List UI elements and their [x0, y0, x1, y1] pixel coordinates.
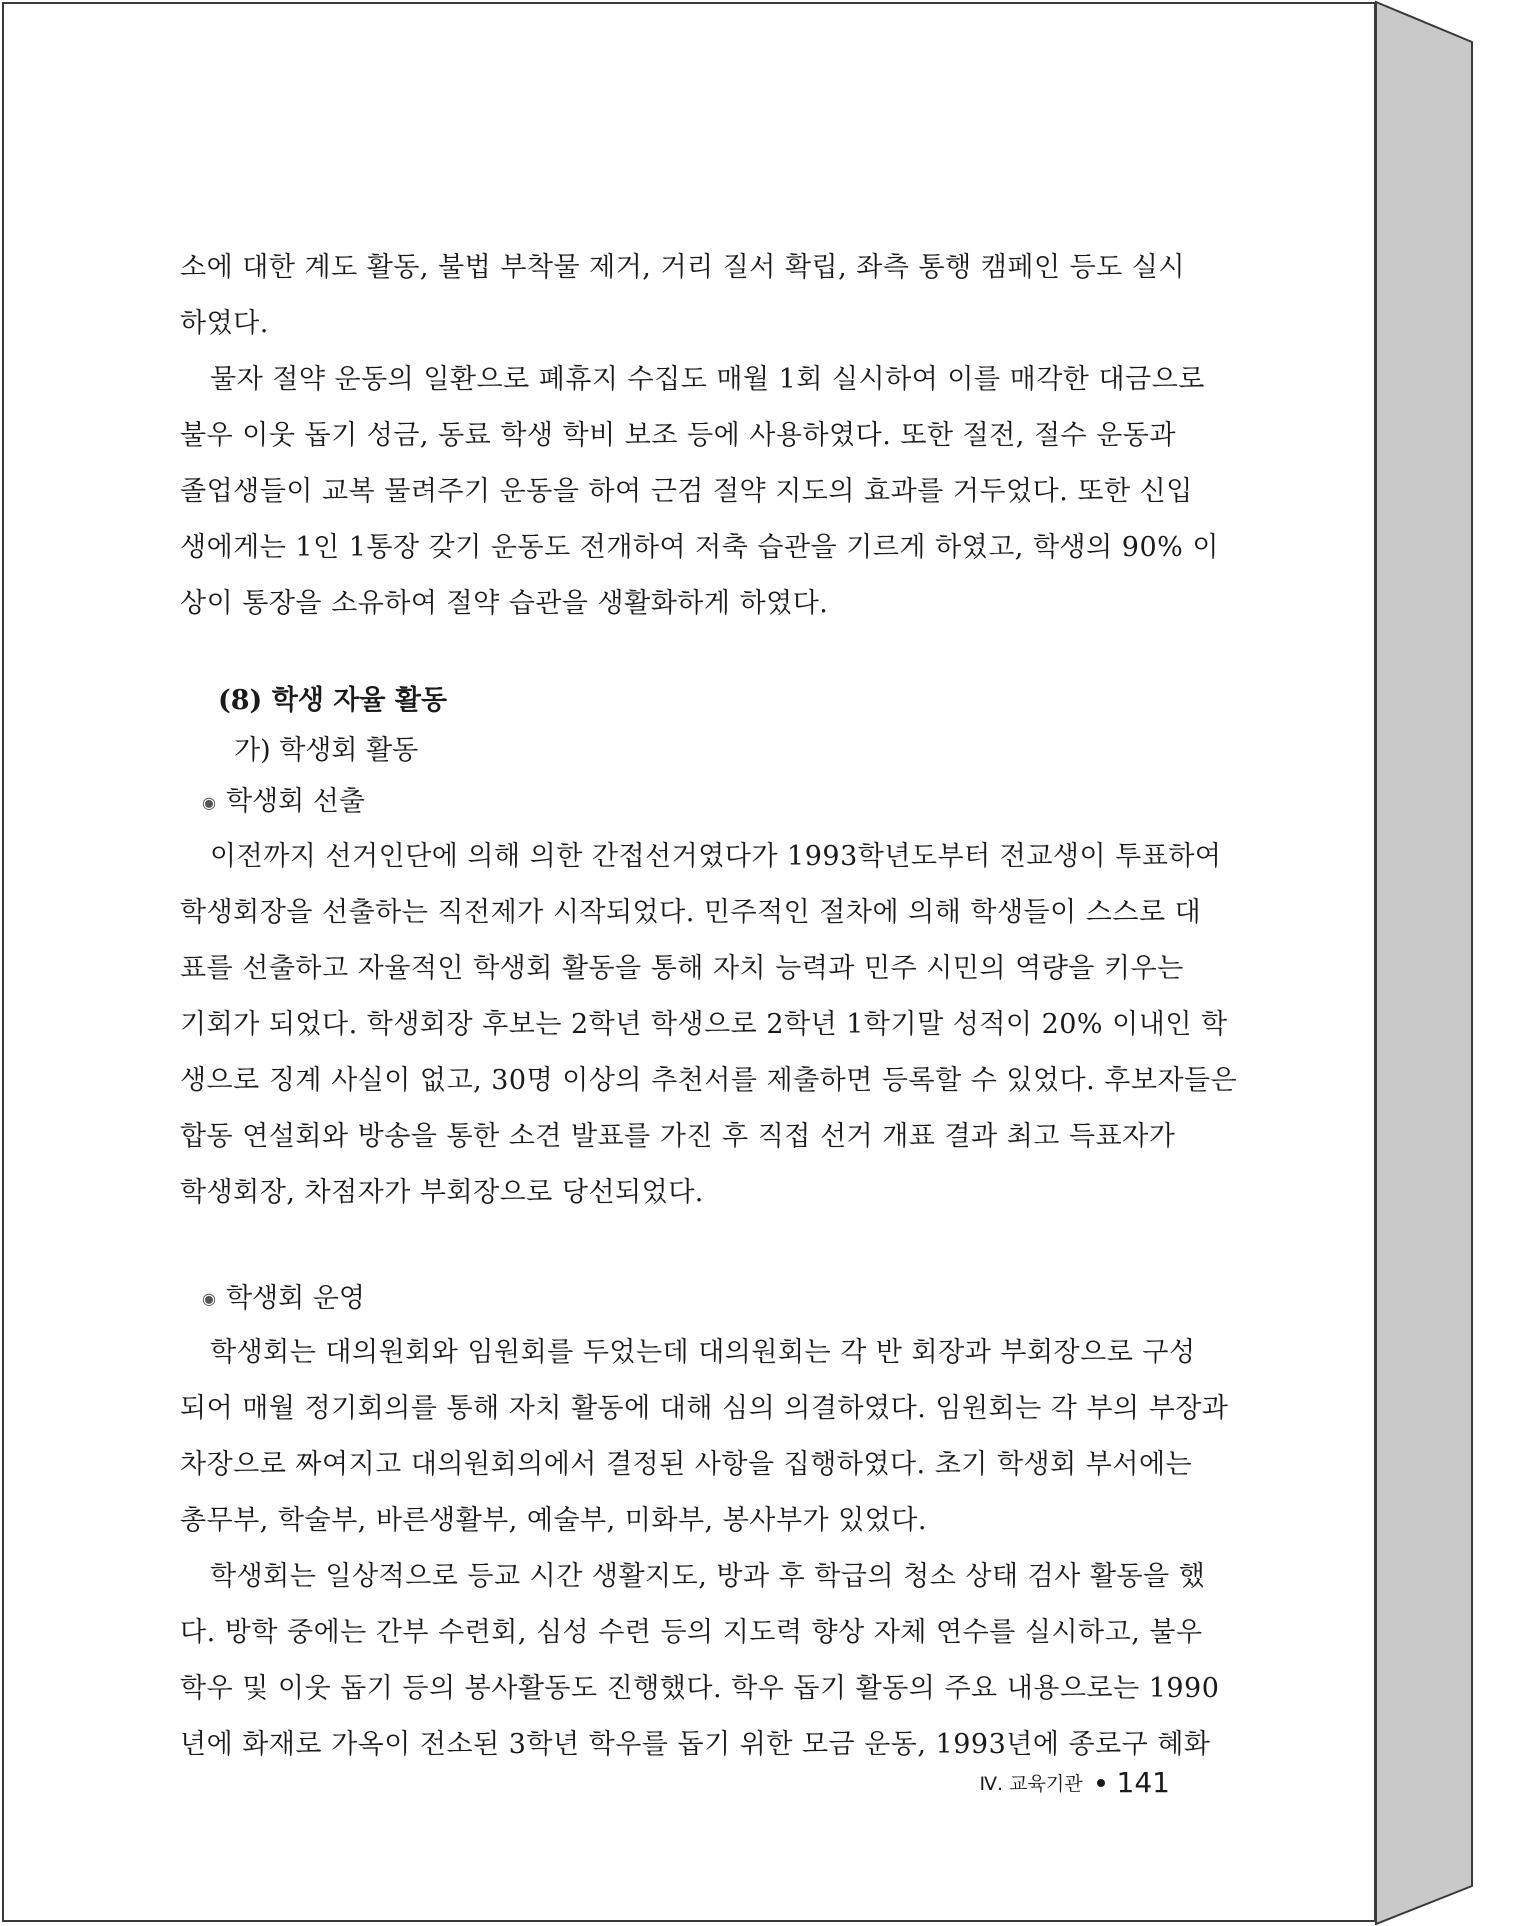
text-line: 하였다. — [180, 308, 269, 339]
text-line: 졸업생들이 교복 물려주기 운동을 하여 근검 절약 지도의 효과를 거두었다. 또한 신입 — [180, 476, 1193, 507]
text-line: 학생회장, 차점자가 부회장으로 당선되었다. — [180, 1176, 704, 1208]
text-line: 년에 화재로 가옥이 전소된 3학년 학우를 돕기 위한 모금 운동, 1993년에 종로구 혜화 — [180, 1729, 1211, 1760]
text-line: 생으로 징계 사실이 없고, 30명 이상의 추천서를 제출하면 등록할 수 있었다. 후보자들은 — [180, 1064, 1238, 1096]
section-heading: (8) 학생 자율 활동 — [218, 685, 448, 716]
text-line: 총무부, 학술부, 바른생활부, 예술부, 미화부, 봉사부가 있었다. — [180, 1505, 927, 1536]
bullet-heading-operation — [180, 1273, 1170, 1326]
page-content — [180, 240, 1238, 1773]
bullet-icon: ◉ — [202, 792, 216, 812]
text-line: 이전까지 선거인단에 의해 의한 간접선거였다가 1993학년도부터 전교생이 투표하여 — [210, 840, 1222, 872]
paragraph-election — [180, 829, 1238, 1221]
text-line: 물자 절약 운동의 일환으로 폐휴지 수집도 매월 1회 실시하여 이를 매각한 대금으로 — [210, 364, 1205, 395]
text-line: 기회가 되었다. 학생회장 후보는 2학년 학생으로 2학년 1학기말 성적이 20% 이내인 학 — [180, 1008, 1228, 1040]
text-line: 다. 방학 중에는 간부 수련회, 심성 수련 등의 지도력 향상 자체 연수를 실시하고, 불우 — [180, 1617, 1203, 1648]
text-line: 상이 통장을 소유하여 절약 습관을 생활화하게 하였다. — [180, 588, 829, 619]
bullet-title: 학생회 운영 — [225, 1282, 365, 1314]
bullet-title: 학생회 선출 — [225, 786, 365, 817]
separator-dot-icon — [1097, 1779, 1105, 1787]
text-line: 표를 선출하고 자율적인 학생회 활동을 통해 자치 능력과 민주 시민의 역량을 키우는 — [180, 952, 1184, 984]
page-footer — [900, 1766, 1170, 1799]
paragraph-continued — [180, 240, 1186, 352]
text-line: 합동 연설회와 방송을 통한 소견 발표를 가진 후 직접 선거 개표 결과 최고 득표자가 — [180, 1120, 1176, 1152]
page-number: 141 — [1116, 1766, 1170, 1799]
chapter-title: Ⅳ. 교육기관 — [979, 1773, 1083, 1795]
text-line: 학생회는 일상적으로 등교 시간 생활지도, 방과 후 학급의 청소 상태 검사 활동을 했 — [210, 1561, 1206, 1592]
text-line: 불우 이웃 돕기 성금, 동료 학생 학비 보조 등에 사용하였다. 또한 절전, 절수 운동과 — [180, 420, 1176, 451]
text-line: 차장으로 짜여지고 대의원회의에서 결정된 사항을 집행하였다. 초기 학생회 부서에는 — [180, 1449, 1193, 1480]
text-line: 생에게는 1인 1통장 갖기 운동도 전개하여 저축 습관을 기르게 하였고, 학생의 90% 이 — [180, 532, 1219, 563]
text-line: 학생회는 대의원회와 임원회를 두었는데 대의원회는 각 반 회장과 부회장으로 구성 — [210, 1337, 1196, 1368]
bullet-icon: ◉ — [202, 1289, 216, 1308]
text-line: 소에 대한 계도 활동, 불법 부착물 제거, 거리 질서 확립, 좌측 통행 캠페인 등도 실시 — [180, 252, 1186, 283]
sub-heading: 가) 학생회 활동 — [234, 735, 419, 766]
text-line: 학생회장을 선출하는 직전제가 시작되었다. 민주적인 절차에 의해 학생들이 스스로 대 — [180, 896, 1202, 928]
bullet-heading-election — [180, 776, 1170, 829]
paragraph-savings — [180, 352, 1219, 632]
paragraph-operation — [180, 1325, 1229, 1549]
text-line: 학우 및 이웃 돕기 등의 봉사활동도 진행했다. 학우 돕기 활동의 주요 내용으로는 1990 — [180, 1673, 1220, 1704]
paragraph-activities — [180, 1549, 1220, 1773]
text-line: 되어 매월 정기회의를 통해 자치 활동에 대해 심의 의결하였다. 임원회는 각 부의 부장과 — [180, 1393, 1229, 1424]
